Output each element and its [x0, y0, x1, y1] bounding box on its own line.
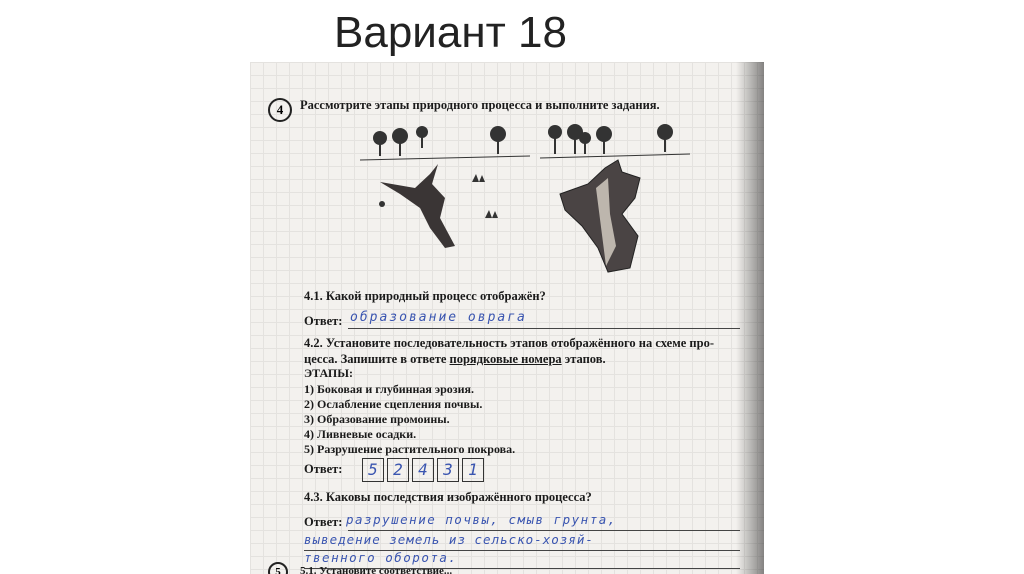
- answer-digit-box: 4: [412, 458, 434, 482]
- handwritten-answer-4-3-line1: разрушение почвы, смыв грунта,: [346, 512, 617, 527]
- stage-item: 3) Образование промоины.: [304, 412, 450, 426]
- stage-item: 1) Боковая и глубинная эрозия.: [304, 382, 475, 396]
- answer-digit-box: 5: [362, 458, 384, 482]
- task-heading: Рассмотрите этапы природного процесса и выполните задания.: [300, 98, 660, 112]
- slide-title: Вариант 18: [334, 8, 567, 57]
- question-4-3: 4.3. Каковы последствия изображённого процесса?: [304, 490, 592, 504]
- stage-item: 4) Ливневые осадки.: [304, 427, 417, 441]
- question-4-2-line2: [304, 352, 606, 367]
- next-task-text: 5.1. Установите соответствие...: [300, 565, 453, 574]
- handwritten-answer-4-1: образование оврага: [350, 310, 527, 325]
- answer-digit-box: 3: [437, 458, 459, 482]
- answer-digit-box: 2: [387, 458, 409, 482]
- answer-label-4-3: Ответ:: [304, 515, 343, 529]
- stages-title: ЭТАПЫ:: [304, 366, 354, 380]
- answer-line-4-1: [348, 328, 740, 329]
- question-4-1: 4.1. Какой природный процесс отображён?: [304, 289, 546, 303]
- process-illustration: [360, 118, 760, 278]
- trees-left-group: [373, 126, 506, 156]
- handwritten-answer-4-3-line3: твенного оборота.: [304, 550, 458, 565]
- handwritten-answer-4-3-line2: выведение земель из сельско-хозяй-: [304, 532, 594, 547]
- question-4-2-line1: 4.2. Установите последовательность этапов отображённого на схеме про-: [304, 336, 714, 350]
- stage-item: 2) Ослабление сцепления почвы.: [304, 397, 483, 411]
- question-4-2-text: цесса. Запишите в ответе: [304, 352, 450, 366]
- next-task-number-badge: 5: [268, 562, 288, 574]
- task-number-badge: 4: [268, 98, 292, 122]
- question-4-2-emphasis: порядковые номера: [449, 352, 562, 366]
- answer-digit-box: 1: [462, 458, 484, 482]
- answer-label-4-2: Ответ:: [304, 462, 343, 476]
- stage-item: 5) Разрушение растительного покрова.: [304, 442, 516, 456]
- question-4-2-tail: этапов.: [561, 352, 606, 366]
- trees-right-group: [548, 124, 673, 154]
- answer-label-4-1: Ответ:: [304, 314, 343, 328]
- worksheet-page: [250, 62, 764, 574]
- early-gully-shape: [380, 164, 455, 248]
- answer-line-4-3-a: [348, 530, 740, 531]
